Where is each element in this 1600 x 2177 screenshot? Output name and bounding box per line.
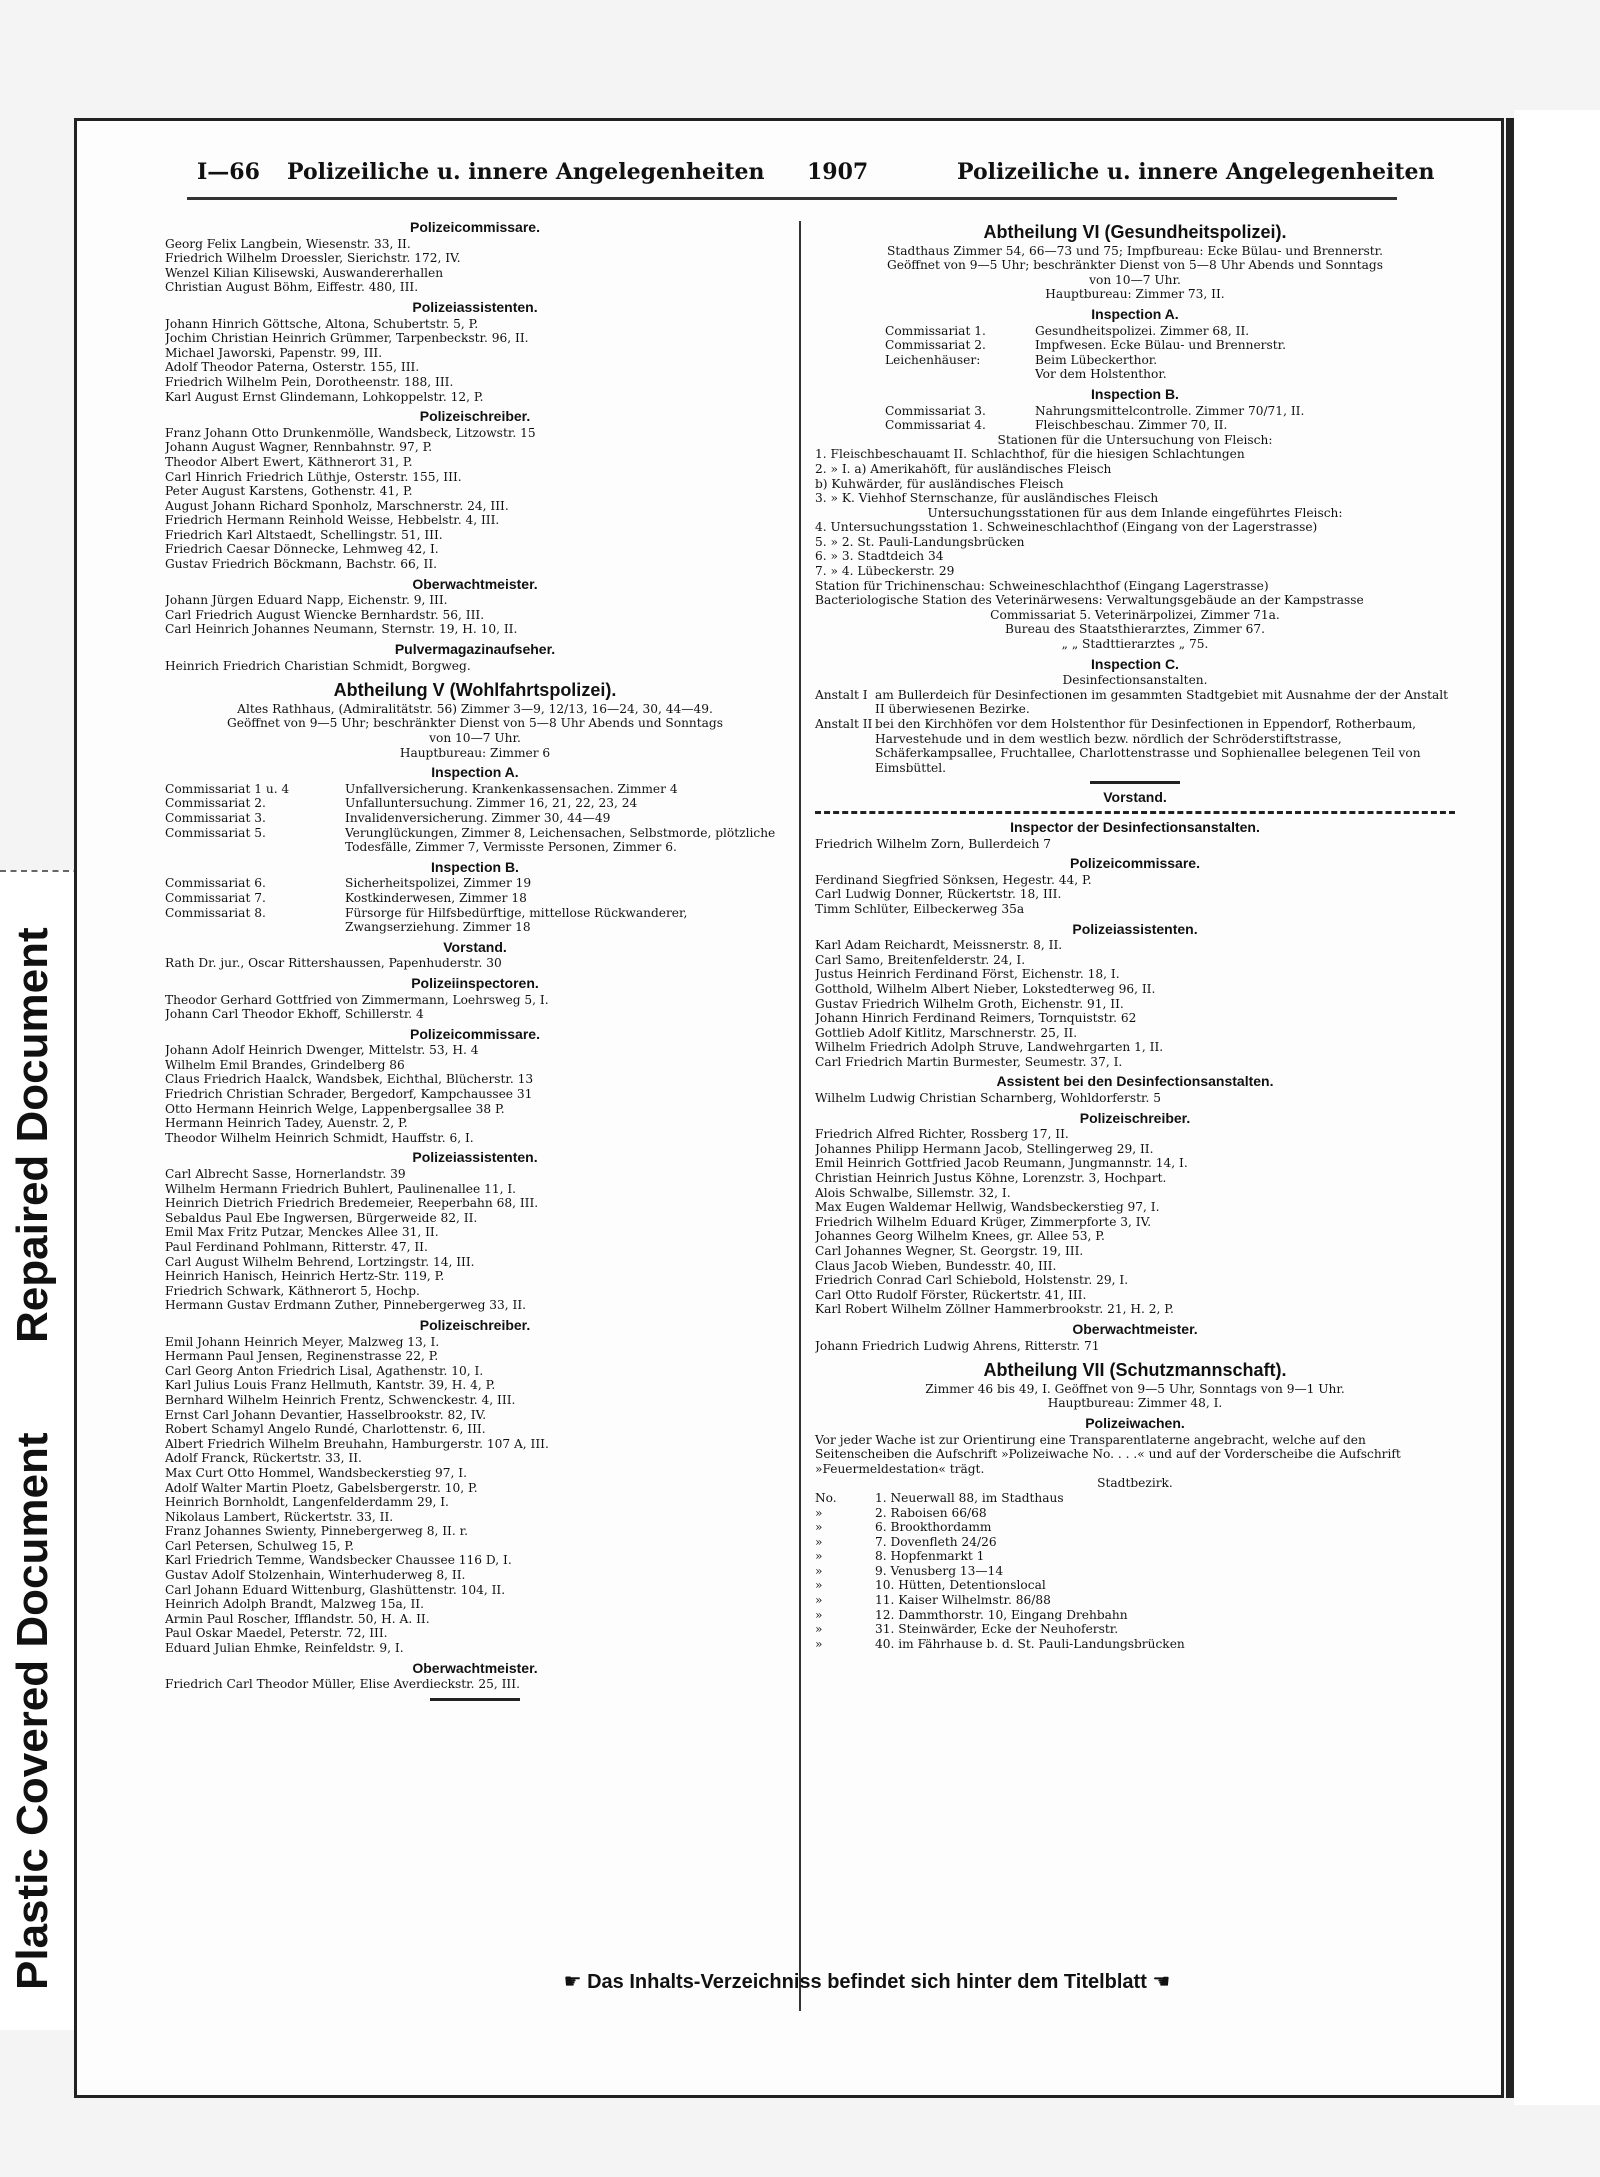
entry-line: Johann Hinrich Göttsche, Altona, Schubertstr. 5, P. [165,316,479,331]
entry-value: 6. Brookthordamm [875,1520,992,1535]
entry-row [165,826,785,855]
entry-line: Hermann Paul Jensen, Reginenstrasse 22, P. [165,1349,439,1364]
entry-line: Armin Paul Roscher, Ifflandstr. 50, H. A. II. [165,1611,430,1626]
entry-line: „ „ Stadttierarztes „ 75. [1061,637,1209,652]
section-heading: Inspection A. [1091,305,1179,322]
header-title-right: Polizeiliche u. innere Angelegenheiten [957,159,1435,185]
entry-line: 4. Untersuchungsstation 1. Schweineschlachthof (Eingang von der Lagerstrasse) [815,520,1318,535]
entry-line: Wilhelm Hermann Friedrich Buhlert, Paulinenallee 11, I. [165,1181,517,1196]
header-rule [187,197,1397,200]
entry-value: Kostkinderwesen, Zimmer 18 [345,890,527,905]
entry-value: Gesundheitspolizei. Zimmer 68, II. [1035,323,1250,338]
entry-line: Friedrich Karl Altstaedt, Schellingstr. 51, III. [165,527,443,542]
entry-row [815,1637,1455,1652]
entry-line: Peter August Karstens, Gothenstr. 41, P. [165,484,413,499]
entry-line: Franz Johann Otto Drunkenmölle, Wandsbeck, Litzowstr. 15 [165,425,536,440]
section-heading: Polizeiassistenten. [1072,920,1198,937]
entry-row [815,1491,1455,1506]
section-heading: Polizeiwachen. [1085,1414,1185,1431]
entry-row [815,717,1455,775]
entry-label: » [815,1549,823,1564]
entry-value: 40. im Fährhause b. d. St. Pauli-Landungsbrücken [875,1636,1185,1651]
section-heading: Abtheilung VI (Gesundheitspolizei). [983,222,1287,242]
entry-line: Geöffnet von 9—5 Uhr; beschränkter Dienst von 5—8 Uhr Abends und Sonntags [227,716,723,731]
entry-row [165,891,785,906]
section-heading: Inspector der Desinfectionsanstalten. [1010,818,1260,835]
entry-line: Max Eugen Waldemar Hellwig, Wandsbeckerstieg 97, I. [815,1200,1160,1215]
entry-line: Franz Johannes Swienty, Pinnebergerweg 8, II. r. [165,1524,468,1539]
wachen-text: Vor jeder Wache ist zur Orientirung eine Transparentlaterne angebracht, welche auf den Seitenscheiben die Aufschrift »Polizeiwache No. . . .« und auf der Vorderscheibe die Aufschrift »Feuermeldestation« trägt. [815,1432,1401,1476]
entry-line: Carl Friedrich Martin Burmester, Seumestr. 37, I. [815,1054,1123,1069]
entry-line: Karl August Ernst Glindemann, Lohkoppelstr. 12, P. [165,389,484,404]
entry-value: Fleischbeschau. Zimmer 70, II. [1035,418,1228,433]
entry-line: Carl Heinrich Johannes Neumann, Sternstr. 19, H. 10, II. [165,622,518,637]
entry-line: Karl Adam Reichardt, Meissnerstr. 8, II. [815,938,1063,953]
entry-value: 11. Kaiser Wilhelmstr. 86/88 [875,1593,1051,1608]
entry-line: b) Kuhwärder, für ausländisches Fleisch [815,476,1064,491]
section-heading: Polizeischreiber. [419,1316,531,1333]
entry-line: Carl Albrecht Sasse, Hornerlandstr. 39 [165,1167,406,1182]
entry-line: Eduard Julian Ehmke, Reinfeldstr. 9, I. [165,1641,404,1656]
section-heading: Polizeicommissare. [1070,855,1200,872]
entry-line: Hauptbureau: Zimmer 6 [399,745,551,760]
entry-line: Friedrich Hermann Reinhold Weisse, Hebbelstr. 4, III. [165,513,500,528]
entry-line: von 10—7 Uhr. [429,731,521,745]
entry-value: Beim Lübeckerthor. [1035,352,1158,367]
section-heading: Inspection B. [1091,385,1179,402]
entry-row [815,1578,1455,1593]
entry-line: Commissariat 5. Veterinärpolizei, Zimmer 71a. [990,607,1280,622]
entry-line: Max Curt Otto Hommel, Wandsbeckerstieg 97, I. [165,1465,467,1480]
entry-line: Friedrich Wilhelm Droessler, Sierichstr. 172, IV. [165,251,461,266]
entry-line: Wilhelm Friedrich Adolph Struve, Landwehrgarten 1, II. [815,1040,1164,1055]
section-heading: Inspection B. [431,858,519,875]
entry-line: Carl Johannes Wegner, St. Georgstr. 19, III. [815,1244,1084,1258]
entry-line: Gustav Friedrich Böckmann, Bachstr. 66, II. [165,557,438,572]
document-page [74,118,1504,2098]
entry-line: Karl Friedrich Temme, Wandsbecker Chaussee 116 D, I. [165,1553,512,1568]
entry-line: 1. Fleischbeschauamt II. Schlachthof, für die hiesigen Schlachtungen [815,447,1245,462]
entry-label: Leichenhäuser: [885,352,981,367]
divider-rule [1090,781,1180,784]
entry-row [815,1564,1455,1579]
entry-row [815,1622,1455,1637]
entry-line: Carl Otto Rudolf Förster, Rückertstr. 41, III. [815,1287,1087,1302]
entry-line: Gotthold, Wilhelm Albert Nieber, Lokstedterweg 96, II. [815,981,1156,996]
entry-label: Commissariat 8. [165,905,266,920]
entry-line: Adolf Franck, Rückertstr. 33, II. [165,1451,362,1466]
section-heading: Polizeischreiber. [419,408,531,425]
entry-line: Jochim Christian Heinrich Grümmer, Tarpenbeckstr. 96, II. [165,331,529,346]
entry-line: Hermann Gustav Erdmann Zuther, Pinnebergerweg 33, II. [165,1298,527,1313]
entry-line: Theodor Gerhard Gottfried von Zimmermann, Loehrsweg 5, I. [165,992,549,1007]
entry-value: 12. Dammthorstr. 10, Eingang Drehbahn [875,1607,1128,1622]
entry-line: Otto Hermann Heinrich Welge, Lappenbergsallee 38 P. [165,1101,505,1116]
footer-note: ☛ Das Inhalts-Verzeichniss befindet sich hinter dem Titelblatt ☚ [563,1971,1171,1993]
entry-value: Nahrungsmittelcontrolle. Zimmer 70/71, II. [1035,403,1305,418]
entry-row [165,796,785,811]
entry-line: Nikolaus Lambert, Rückertstr. 33, II. [165,1509,394,1524]
entry-line: Carl Friedrich August Wiencke Bernhardstr. 56, III. [165,607,485,622]
entry-line: Johann Friedrich Ludwig Ahrens, Ritterstr. 71 [815,1338,1100,1353]
entry-line: Justus Heinrich Ferdinand Först, Eichenstr. 18, I. [815,967,1120,982]
entry-value: 9. Venusberg 13—14 [875,1563,1004,1578]
page-header [117,159,1435,199]
entry-label: » [815,1593,823,1608]
entry-line: Theodor Albert Ewert, Käthnerort 31, P. [165,454,413,469]
entry-line: Heinrich Friedrich Charistian Schmidt, Borgweg. [165,658,471,673]
section-subheading: Desinfectionsanstalten. [1062,673,1208,688]
entry-line: Wenzel Kilian Kilisewski, Auswandererhallen [165,265,444,280]
entry-label: » [815,1563,823,1578]
entry-line: Albert Friedrich Wilhelm Breuhahn, Hamburgerstr. 107 A, III. [165,1436,549,1451]
entry-line: Claus Jacob Wieben, Bundesstr. 40, III. [815,1258,1057,1273]
entry-label: » [815,1520,823,1535]
entry-line: Johann Adolf Heinrich Dwenger, Mittelstr. 53, H. 4 [165,1043,479,1058]
entry-line: Friedrich Wilhelm Eduard Krüger, Zimmerpforte 3, IV. [815,1214,1152,1229]
entry-line: Bureau des Staatsthierarztes, Zimmer 67. [1005,622,1265,637]
entry-line: Claus Friedrich Haalck, Wandsbek, Eichthal, Blücherstr. 13 [165,1072,534,1087]
entry-row [815,1593,1455,1608]
entry-line: Gustav Adolf Stolzenhain, Winterhuderweg 8, II. [165,1568,466,1583]
section-heading: Oberwachtmeister. [412,1659,538,1676]
adjacent-page-edge [1514,110,1600,2105]
entry-label: » [815,1607,823,1622]
entry-line: Alois Schwalbe, Sillemstr. 32, I. [815,1185,1011,1200]
entry-line: Johann August Wagner, Rennbahnstr. 97, P. [165,440,433,455]
entry-line: Heinrich Dietrich Friedrich Bredemeier, Reeperbahn 68, III. [165,1196,539,1211]
entry-line: Bacteriologische Station des Veterinärwesens: Verwaltungsgebäude an der Kampstrasse [815,593,1364,608]
entry-row [815,418,1455,433]
entry-value: Fürsorge für Hilfsbedürftige, mittellose Rückwanderer, Zwangserziehung. Zimmer 18 [345,905,688,935]
entry-line: Wilhelm Ludwig Christian Scharnberg, Wohldorferstr. 5 [815,1091,1161,1106]
section-heading: Oberwachtmeister. [412,575,538,592]
entry-label: » [815,1578,823,1593]
entry-line: Friedrich Alfred Richter, Rossberg 17, II. [815,1127,1069,1142]
entry-value: bei den Kirchhöfen vor dem Holstenthor für Desinfectionen in Eppendorf, Rotherbaum, Harvestehude und in dem westlich bezw. nördlich der Schröderstiftstrasse, Schäferkampsallee, Fruchtallee, Charlottenstrasse und Sophienallee belegenen Teil von Eimsbüttel. [875,717,1421,775]
entry-row [815,338,1455,353]
entry-line: Friedrich Caesar Dönnecke, Lehmweg 42, I. [165,542,439,557]
entry-value: Impfwesen. Ecke Bülau- und Brennerstr. [1035,338,1287,353]
section-heading: Pulvermagazinaufseher. [394,641,556,658]
entry-line: Friedrich Schwark, Käthnerort 5, Hochp. [165,1283,420,1298]
entry-line: Ernst Carl Johann Devantier, Hasselbrookstr. 82, IV. [165,1407,487,1422]
section-heading: Abtheilung V (Wohlfahrtspolizei). [333,680,617,701]
entry-line: Hauptbureau: Zimmer 48, I. [1047,1396,1223,1411]
page-number: I—66 [197,159,260,185]
entry-label: Commissariat 1. [885,323,986,338]
entry-line: Stadthaus Zimmer 54, 66—73 und 75; Impfbureau: Ecke Bülau- und Brennerstr. [887,243,1383,258]
entry-line: Friedrich Conrad Carl Schiebold, Holstenstr. 29, I. [815,1273,1129,1288]
entry-line: Rath Dr. jur., Oscar Rittershaussen, Papenhuderstr. 30 [165,956,502,971]
entry-line: Heinrich Adolph Brandt, Malzweg 15a, II. [165,1597,424,1612]
entry-line: August Johann Richard Sponholz, Marschnerstr. 24, III. [165,498,509,513]
entry-row [815,324,1455,339]
entry-line: Bernhard Wilhelm Heinrich Frentz, Schwenckestr. 4, III. [165,1392,516,1407]
entry-line: Gustav Friedrich Wilhelm Groth, Eichenstr. 91, II. [815,996,1124,1011]
entry-label: Commissariat 1 u. 4 [165,781,290,796]
entry-line: Paul Oskar Maedel, Peterstr. 72, III. [165,1626,388,1641]
plastic-covered-document-label: Plastic Covered Document [8,1432,57,1990]
entry-line: Carl August Wilhelm Behrend, Lortzingstr. 14, III. [165,1254,475,1269]
entry-label: No. [815,1490,837,1505]
entry-row [815,688,1455,717]
entry-row [815,367,1455,382]
entry-line: Zimmer 46 bis 49, I. Geöffnet von 9—5 Uhr, Sonntags von 9—1 Uhr. [925,1381,1345,1396]
entry-line: Friedrich Carl Theodor Müller, Elise Averdieckstr. 25, III. [165,1677,520,1692]
section-heading: Polizeiassistenten. [412,298,538,315]
entry-line: Heinrich Bornholdt, Langenfelderdamm 29, I. [165,1495,449,1510]
section-heading: Inspection A. [431,764,519,781]
entry-value: Verunglückungen, Zimmer 8, Leichensachen, Selbstmorde, plötzliche Todesfälle, Zimmer 7, Vermisste Personen, Zimmer 6. [345,825,776,855]
entry-line: 7. » 4. Lübeckerstr. 29 [815,564,955,579]
entry-line: 6. » 3. Stadtdeich 34 [815,549,944,564]
entry-line: Adolf Theodor Paterna, Osterstr. 155, III. [165,360,420,375]
entry-line: Carl Ludwig Donner, Rückertstr. 18, III. [815,887,1062,902]
repaired-document-label: Repaired Document [8,927,57,1343]
entry-line: Wilhelm Emil Brandes, Grindelberg 86 [165,1057,405,1072]
entry-label: Commissariat 4. [885,418,986,433]
entry-row [165,782,785,797]
header-year: 1907 [807,159,869,185]
entry-label: Commissariat 5. [165,825,266,840]
entry-line: Emil Heinrich Gottfried Jacob Reumann, Jungmannstr. 14, I. [815,1156,1188,1171]
entry-line: von 10—7 Uhr. [1089,272,1181,287]
section-heading: Abtheilung VII (Schutzmannschaft). [983,1360,1287,1381]
entry-label: » [815,1636,823,1651]
entry-line: Heinrich Hanisch, Heinrich Hertz-Str. 119, P. [165,1269,445,1284]
column-separator [799,221,801,2011]
section-subheading: Stationen für die Untersuchung von Fleisch: [997,432,1273,447]
entry-line: Adolf Walter Martin Ploetz, Gabelsbergerstr. 10, P. [165,1480,478,1495]
entry-value: Unfalluntersuchung. Zimmer 16, 21, 22, 23, 24 [345,796,638,811]
entry-line: 5. » 2. St. Pauli-Landungsbrücken [815,534,1025,549]
entry-row [165,811,785,826]
entry-row [165,876,785,891]
section-heading: Polizeicommissare. [410,1025,540,1042]
section-heading: Assistent bei den Desinfectionsanstalten. [996,1073,1274,1090]
entry-line: Emil Johann Heinrich Meyer, Malzweg 13, I. [165,1334,440,1349]
entry-label: Commissariat 6. [165,876,266,891]
entry-value: Unfallversicherung. Krankenkassensachen. Zimmer 4 [345,781,678,796]
entry-line: 2. » I. a) Amerikahöft, für ausländisches Fleisch [815,461,1112,476]
divider-rule [430,1698,520,1701]
entry-line: 3. » K. Viehhof Sternschanze, für ausländisches Fleisch [815,491,1159,506]
entry-label: » [815,1505,823,1520]
entry-line: Carl Samo, Breitenfelderstr. 24, I. [815,952,1026,967]
entry-line: Georg Felix Langbein, Wiesenstr. 33, II. [165,236,411,251]
entry-line: Timm Schlüter, Eilbeckerweg 35a [815,901,1025,916]
entry-value: 2. Raboisen 66/68 [875,1505,987,1520]
entry-line: Paul Ferdinand Pohlmann, Ritterstr. 47, II. [165,1240,428,1254]
entry-row [815,1608,1455,1623]
entry-line: Hermann Heinrich Tadey, Auenstr. 2, P. [165,1116,408,1131]
entry-label: Anstalt II [815,717,873,731]
entry-row [815,404,1455,419]
entry-line: Geöffnet von 9—5 Uhr; beschränkter Dienst von 5—8 Uhr Abends und Sonntags [887,258,1383,273]
entry-label: Commissariat 2. [165,796,266,811]
left-column [165,215,785,1707]
section-heading: Vorstand. [443,938,507,955]
entry-line: Carl Johann Eduard Wittenburg, Glashüttenstr. 104, II. [165,1582,506,1597]
entry-label: Commissariat 7. [165,890,266,905]
entry-line: Michael Jaworski, Papenstr. 99, III. [165,345,383,360]
section-heading: Oberwachtmeister. [1072,1320,1198,1337]
entry-label: Commissariat 3. [885,403,986,418]
entry-line: Johann Jürgen Eduard Napp, Eichenstr. 9, III. [165,593,448,608]
entry-row [815,353,1455,368]
page-edge-shadow [1506,118,1514,2098]
entry-row [815,1520,1455,1535]
entry-row [815,1549,1455,1564]
entry-line: Friedrich Wilhelm Zorn, Bullerdeich 7 [815,836,1052,851]
entry-label: Commissariat 3. [165,810,266,825]
entry-line: Johannes Philipp Hermann Jacob, Stellingerweg 29, II. [815,1141,1154,1156]
entry-value: 8. Hopfenmarkt 1 [875,1549,985,1564]
entry-line: Carl Petersen, Schulweg 15, P. [165,1538,355,1553]
divider-rule [815,811,1455,814]
entry-line: Robert Schamyl Angelo Rundé, Charlottenstr. 6, III. [165,1422,486,1437]
entry-line: Hauptbureau: Zimmer 73, II. [1045,287,1225,302]
entry-line: Johannes Georg Wilhelm Knees, gr. Allee 53, P. [815,1229,1105,1244]
entry-value: Sicherheitspolizei, Zimmer 19 [345,876,532,891]
entry-row [815,1506,1455,1521]
entry-line: Carl Hinrich Friedrich Lüthje, Osterstr. 155, III. [165,469,462,484]
entry-row [815,1535,1455,1550]
entry-line: Karl Robert Wilhelm Zöllner Hammerbrookstr. 21, H. 2, P. [815,1302,1174,1317]
entry-line: Karl Julius Louis Franz Hellmuth, Kantstr. 39, H. 4, P. [165,1378,496,1393]
entry-line: Johann Carl Theodor Ekhoff, Schillerstr. 4 [165,1007,424,1022]
entry-label [815,367,1035,382]
section-heading: Inspection C. [1091,655,1179,672]
entry-value: am Bullerdeich für Desinfectionen im gesammten Stadtgebiet mit Ausnahme der der Anstalt II überwiesenen Bezirke. [875,687,1449,717]
entry-label: Commissariat 2. [885,338,986,353]
entry-line: Gottlieb Adolf Kitlitz, Marschnerstr. 25, II. [815,1025,1078,1040]
entry-line: Christian August Böhm, Eiffestr. 480, III. [165,280,419,295]
entry-line: Theodor Wilhelm Heinrich Schmidt, Hauffstr. 6, I. [165,1130,474,1145]
section-subheading: Stadtbezirk. [1097,1476,1173,1491]
entry-value: Vor dem Holstenthor. [1035,367,1167,382]
entry-line: Friedrich Christian Schrader, Bergedorf, Kampchaussee 31 [165,1087,533,1102]
section-heading: Polizeicommissare. [410,219,540,235]
entry-row [165,906,785,935]
entry-value: 7. Dovenfleth 24/26 [875,1534,997,1549]
header-title-left: Polizeiliche u. innere Angelegenheiten [287,159,765,185]
entry-line: Sebaldus Paul Ebe Ingwersen, Bürgerweide 82, II. [165,1210,478,1225]
section-heading: Vorstand. [1103,789,1167,806]
entry-value: Invalidenversicherung. Zimmer 30, 44—49 [345,810,611,825]
entry-line: Emil Max Fritz Putzar, Menckes Allee 31, II. [165,1225,439,1240]
entry-label: Anstalt I [815,687,868,702]
section-heading: Polizeiassistenten. [412,1149,538,1166]
entry-line: Friedrich Wilhelm Pein, Dorotheenstr. 188, III. [165,374,454,389]
entry-line: Carl Georg Anton Friedrich Lisal, Agathenstr. 10, I. [165,1363,484,1378]
entry-line: Altes Rathhaus, (Admiralitätstr. 56) Zimmer 3—9, 12/13, 16—24, 30, 44—49. [237,701,713,716]
section-subheading: Untersuchungsstationen für aus dem Inlande eingeführtes Fleisch: [927,505,1343,520]
entry-value: 10. Hütten, Detentionslocal [875,1578,1046,1593]
section-heading: Polizeiinspectoren. [411,974,539,991]
entry-label: » [815,1534,823,1549]
entry-line: Station für Trichinenschau: Schweineschlachthof (Eingang Lagerstrasse) [815,578,1269,593]
right-column [815,215,1455,1651]
entry-line: Christian Heinrich Justus Köhne, Lorenzstr. 3, Hochpart. [815,1171,1167,1186]
entry-value: 31. Steinwärder, Ecke der Neuhoferstr. [875,1622,1119,1637]
entry-line: Ferdinand Siegfried Sönksen, Hegestr. 44, P. [815,872,1092,887]
entry-label: » [815,1622,823,1637]
section-heading: Polizeischreiber. [1079,1109,1191,1126]
entry-value: 1. Neuerwall 88, im Stadthaus [875,1490,1064,1505]
entry-line: Johann Hinrich Ferdinand Reimers, Tornquiststr. 62 [815,1011,1137,1026]
